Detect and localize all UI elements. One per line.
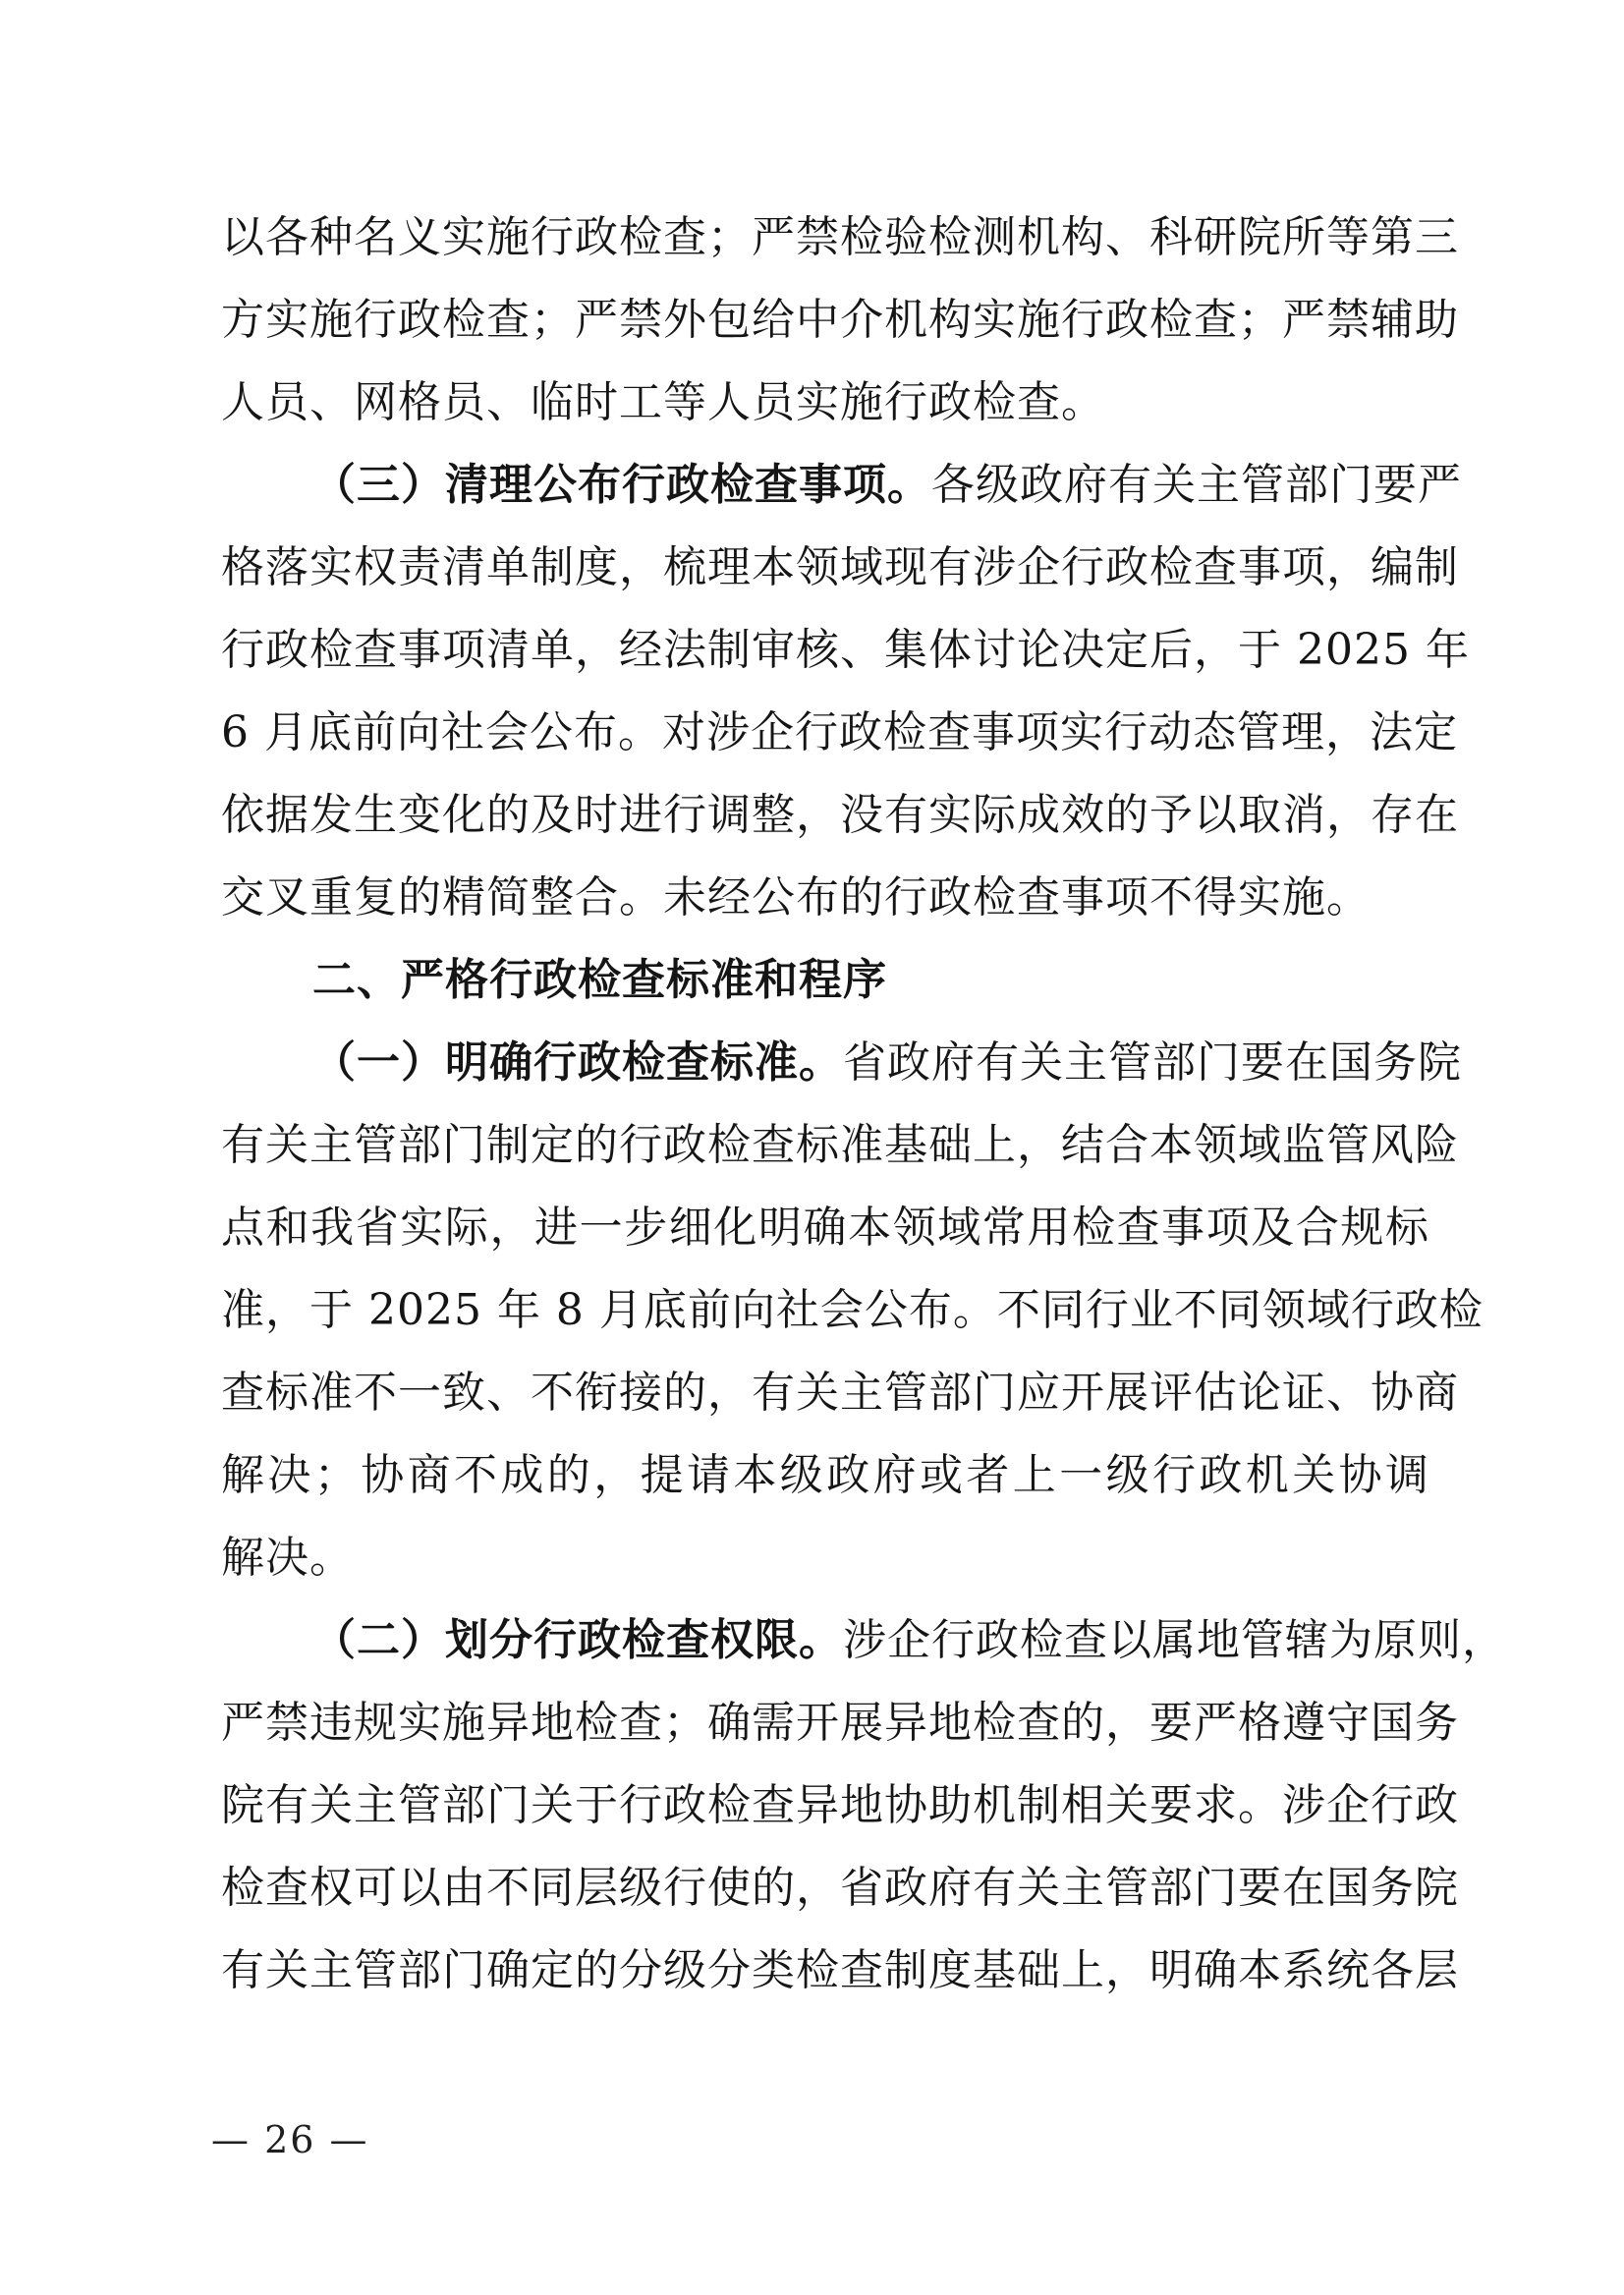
paragraph-line: 交叉重复的精简整合。未经公布的行政检查事项不得实施。 (221, 872, 1371, 923)
paragraph-line: 解决；协商不成的，提请本级政府或者上一级行政机关协调 (221, 1450, 1429, 1500)
paragraph-line: 院有关主管部门关于行政检查异地协助机制相关要求。涉企行政 (221, 1780, 1459, 1830)
paragraph-line: 6 月底前向社会公布。对涉企行政检查事项实行动态管理，法定 (221, 707, 1458, 757)
paragraph-line: 方实施行政检查；严禁外包给中介机构实施行政检查；严禁辅助 (221, 295, 1459, 345)
page-number: — 26 — (211, 2118, 369, 2161)
paragraph-line: 解决。 (221, 1533, 354, 1583)
paragraph-line: 行政检查事项清单，经法制审核、集体讨论决定后，于 2025 年 (221, 625, 1470, 675)
paragraph-line: 检查权可以由不同层级行使的，省政府有关主管部门要在国务院 (221, 1863, 1459, 1913)
section-heading: 二、严格行政检查标准和程序 (312, 955, 887, 1005)
section-subheading: （二）划分行政检查权限。 (312, 1615, 843, 1665)
paragraph-line: 人员、网格员、临时工等人员实施行政检查。 (221, 377, 1105, 427)
paragraph-line: 有关主管部门确定的分级分类检查制度基础上，明确本系统各层 (221, 1945, 1459, 1995)
section-subheading: （一）明确行政检查标准。 (312, 1037, 843, 1088)
paragraph-text: 省政府有关主管部门要在国务院 (843, 1037, 1462, 1088)
paragraph-line: 以各种名义实施行政检查；严禁检验检测机构、科研院所等第三 (221, 212, 1459, 262)
paragraph-line (312, 1599, 1506, 1682)
paragraph-line: 格落实权责清单制度，梳理本领域现有涉企行政检查事项，编制 (221, 542, 1459, 592)
paragraph-line: 依据发生变化的及时进行调整，没有实际成效的予以取消，存在 (221, 790, 1459, 840)
paragraph-line (312, 444, 1462, 527)
paragraph-text: 各级政府有关主管部门要严 (931, 460, 1462, 510)
paragraph-line (312, 1022, 1462, 1104)
paragraph-line: 有关主管部门制定的行政检查标准基础上，结合本领域监管风险 (221, 1120, 1459, 1170)
paragraph-line: 查标准不一致、不衔接的，有关主管部门应开展评估论证、协商 (221, 1368, 1459, 1418)
paragraph-line: 严禁违规实施异地检查；确需开展异地检查的，要严格遵守国务 (221, 1698, 1459, 1748)
section-subheading: （三）清理公布行政检查事项。 (312, 460, 931, 510)
paragraph-line: 准，于 2025 年 8 月底前向社会公布。不同行业不同领域行政检 (221, 1285, 1484, 1335)
paragraph-line: 点和我省实际，进一步细化明确本领域常用检查事项及合规标 (221, 1203, 1429, 1253)
paragraph-text: 涉企行政检查以属地管辖为原则， (843, 1615, 1506, 1665)
